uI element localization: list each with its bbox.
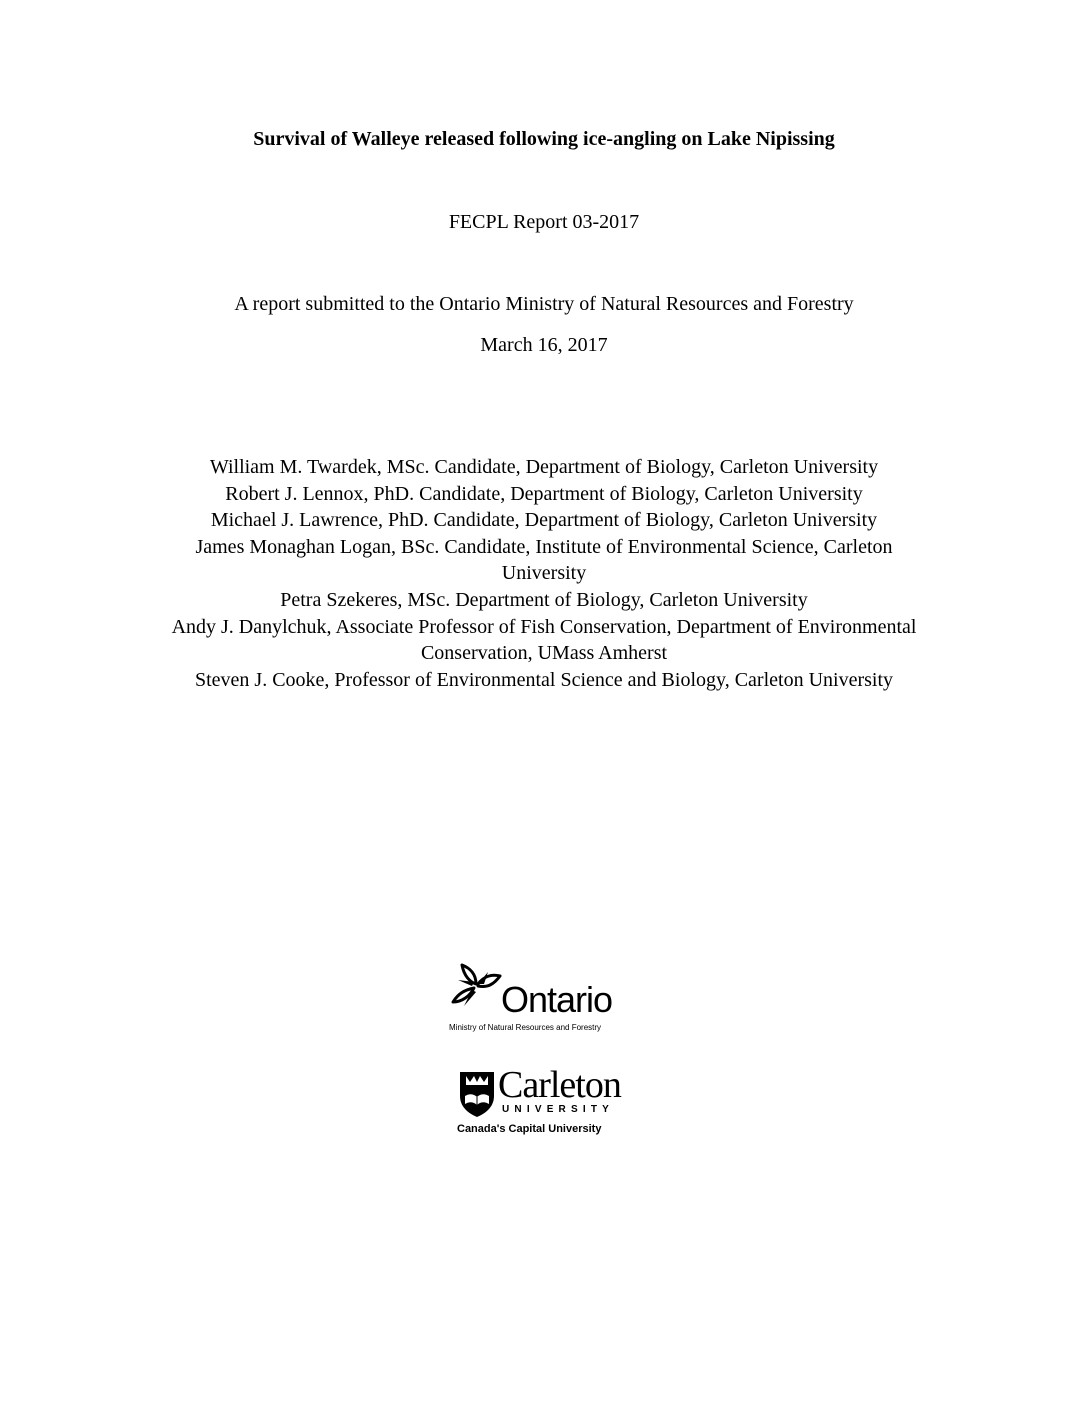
shield-icon bbox=[458, 1070, 496, 1118]
report-title: Survival of Walleye released following ice-angling on Lake Nipissing bbox=[253, 128, 835, 150]
author-line: Andy J. Danylchuk, Associate Professor of Fish Conservation, Department of Environmental bbox=[171, 615, 917, 638]
report-number: FECPL Report 03-2017 bbox=[448, 211, 640, 233]
author-line: Robert J. Lennox, PhD. Candidate, Department of Biology, Carleton University bbox=[225, 482, 863, 505]
carleton-wordmark: Carleton bbox=[498, 1064, 621, 1106]
author-list bbox=[144, 454, 944, 693]
ontario-ministry-name: Ministry of Natural Resources and Forestry bbox=[449, 1023, 602, 1032]
author-line: Petra Szekeres, MSc. Department of Biology, Carleton University bbox=[280, 588, 808, 611]
submitted-to-line: A report submitted to the Ontario Ministry of Natural Resources and Forestry bbox=[234, 293, 854, 315]
author-line: Conservation, UMass Amherst bbox=[420, 642, 668, 665]
author-line: University bbox=[501, 562, 587, 585]
carleton-university-label: UNIVERSITY bbox=[502, 1104, 615, 1115]
ontario-wordmark: Ontario bbox=[501, 979, 613, 1020]
author-line: Steven J. Cooke, Professor of Environmental Science and Biology, Carleton University bbox=[194, 668, 894, 691]
ontario-logo bbox=[448, 962, 648, 1037]
carleton-logo bbox=[456, 1064, 656, 1148]
report-date: March 16, 2017 bbox=[480, 334, 608, 356]
carleton-tagline: Canada's Capital University bbox=[457, 1123, 602, 1135]
author-line: James Monaghan Logan, BSc. Candidate, Institute of Environmental Science, Carleton bbox=[195, 535, 893, 558]
author-line: William M. Twardek, MSc. Candidate, Department of Biology, Carleton University bbox=[209, 456, 879, 478]
author-line: Michael J. Lawrence, PhD. Candidate, Department of Biology, Carleton University bbox=[210, 509, 878, 532]
trillium-icon bbox=[448, 962, 504, 1020]
